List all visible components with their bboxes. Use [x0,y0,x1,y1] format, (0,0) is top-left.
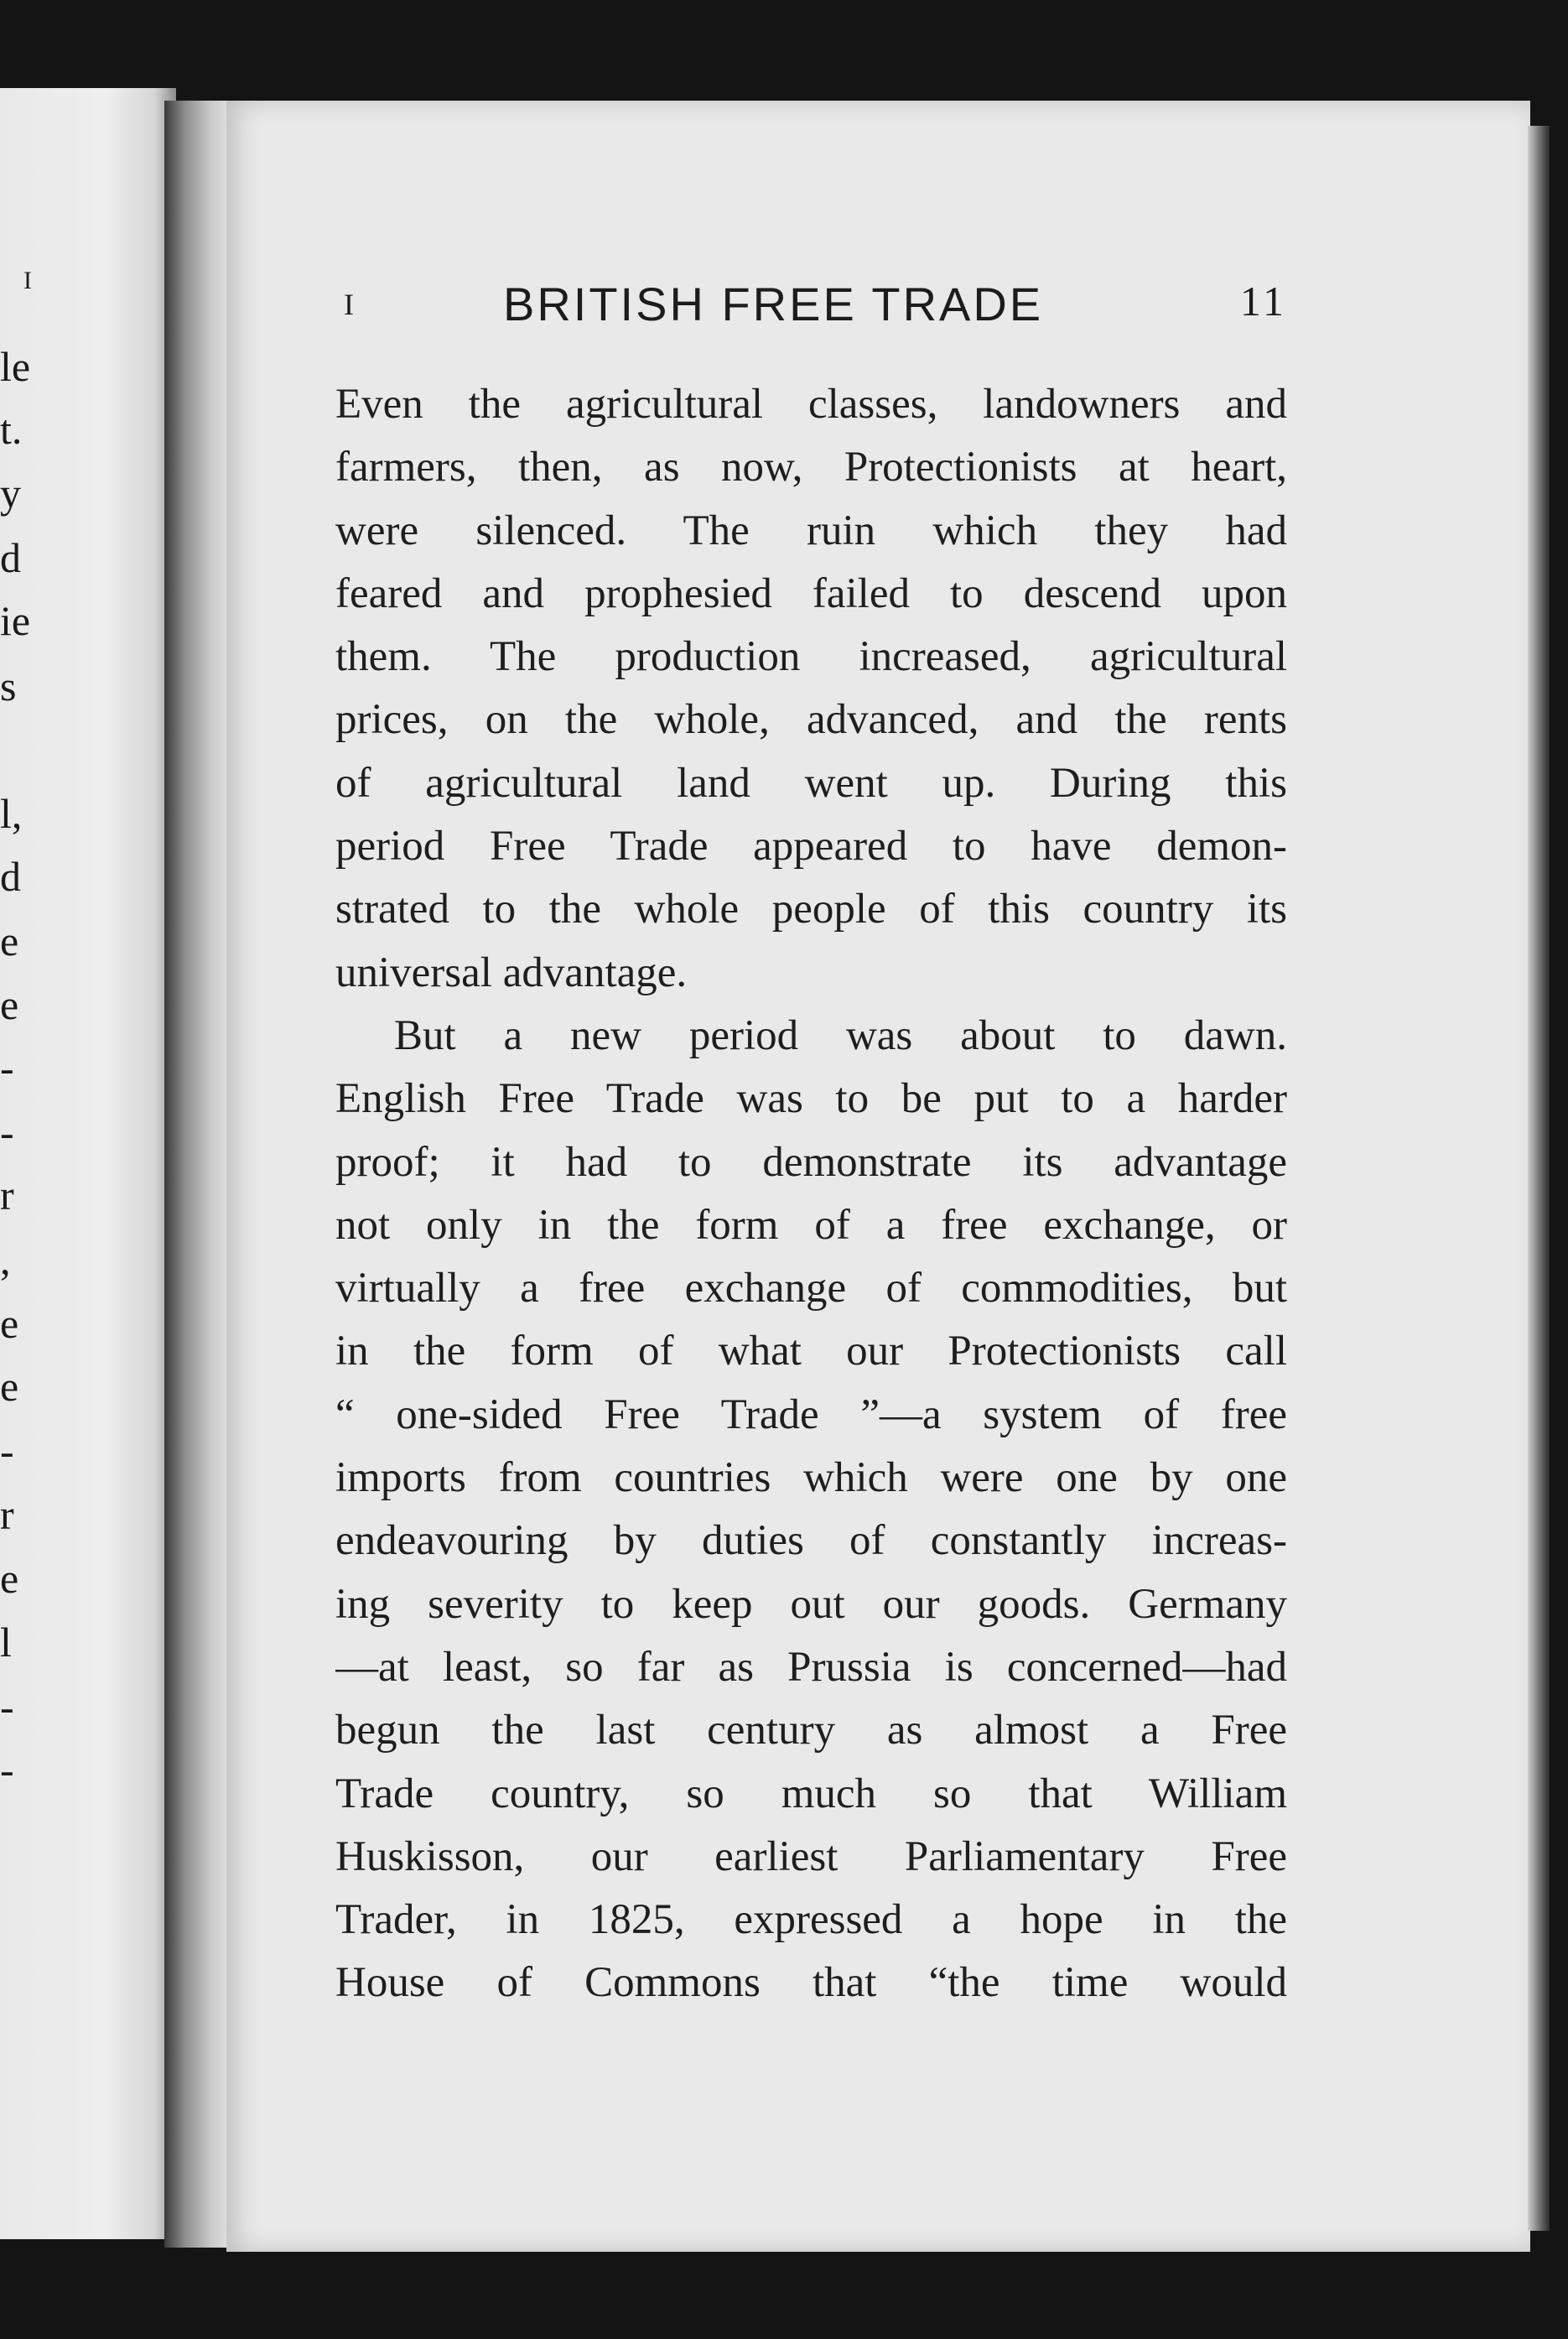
left-fragment: e [0,1300,19,1347]
text-line: “ one-sided Free Trade ”—a system of free [335,1390,1287,1438]
text-line: not only in the form of a free exchange, or [335,1201,1287,1249]
text-line: them. The production increased, agricultural [335,633,1287,681]
page-number: 11 [1239,278,1287,325]
text-line: endeavouring by duties of constantly increas- [335,1517,1287,1565]
text-line: Trader, in 1825, expressed a hope in the [335,1896,1287,1944]
left-fragment: e [0,1363,19,1410]
left-fragment: t. [0,406,23,453]
left-fragment: - [0,1683,14,1730]
left-fragment: d [0,853,21,900]
page-edge-shadow [1528,126,1550,2231]
running-head-title: BRITISH FREE TRADE [503,278,1044,330]
left-fragment: l [0,1619,12,1666]
text-line: House of Commons that “the time would [335,1959,1287,2007]
left-fragment: - [0,1427,14,1474]
text-line: of agricultural land went up. During this [335,759,1287,807]
left-fragment: I [23,267,32,294]
left-fragment: - [0,1746,14,1793]
left-fragment: r [0,1172,14,1219]
left-fragment: r [0,1491,14,1538]
text-line: strated to the whole people of this country its [335,886,1287,933]
left-fragment: - [0,1044,14,1091]
text-line: in the form of what our Protectionists call [335,1328,1287,1375]
text-line: farmers, then, as now, Protectionists at heart, [335,444,1287,491]
text-line: proof; it had to demonstrate its advantage [335,1138,1287,1186]
text-line: begun the last century as almost a Free [335,1707,1287,1754]
left-fragment: y [0,470,21,517]
left-fragment: e [0,1555,19,1602]
text-line: prices, on the whole, advanced, and the rents [335,696,1287,744]
left-fragment: e [0,981,19,1028]
text-line: period Free Trade appeared to have demon- [335,823,1287,871]
left-fragment: - [0,1109,14,1156]
running-head [340,277,1287,335]
left-fragment: d [0,534,21,581]
left-page-text-fragments [0,88,176,2239]
chapter-numeral: I [344,288,354,321]
left-fragment: e [0,917,19,964]
left-fragment: le [0,343,31,390]
left-fragment: l, [0,790,23,837]
text-line: imports from countries which were one by one [335,1454,1287,1502]
text-line: English Free Trade was to be put to a harder [335,1075,1287,1123]
left-fragment: ie [0,597,31,644]
paragraph [335,373,1287,1005]
text-line: were silenced. The ruin which they had [335,507,1287,554]
left-facing-page [0,88,176,2239]
text-line: But a new period was about to dawn. [394,1011,1287,1059]
text-line: —at least, so far as Prussia is concerned—had [335,1643,1287,1691]
text-line: Huskisson, our earliest Parliamentary Free [335,1832,1287,1880]
text-line: ing severity to keep out our goods. Germany [335,1580,1287,1628]
body-text [335,373,1287,2015]
paragraph [335,1005,1287,2015]
text-line: Even the agricultural classes, landowners and [335,381,1287,428]
left-fragment: s [0,663,17,709]
left-fragment: , [0,1236,11,1283]
text-line: universal advantage. [335,949,688,996]
text-line: feared and prophesied failed to descend upon [335,569,1287,617]
text-line: virtually a free exchange of commodities, but [335,1265,1287,1312]
text-line: Trade country, so much so that William [335,1770,1287,1817]
